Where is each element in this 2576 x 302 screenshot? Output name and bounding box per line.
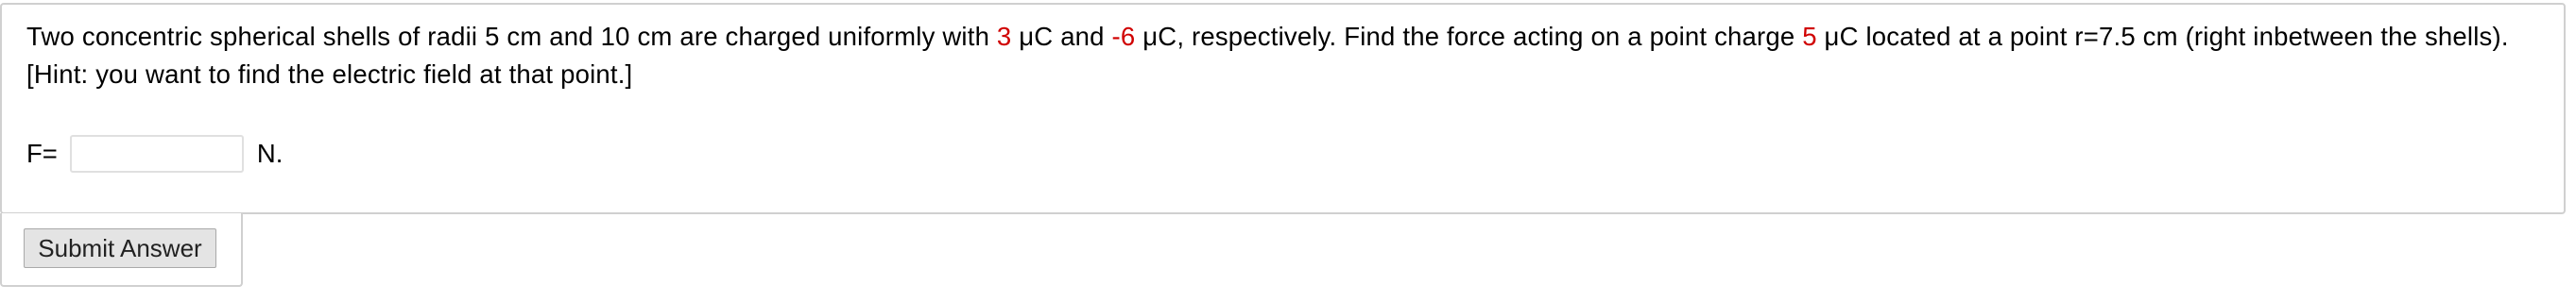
problem-text [26,18,2521,93]
charge-value-point: 5 [1802,22,1817,51]
answer-label: F= [26,139,58,168]
answer-input[interactable] [70,135,244,173]
problem-text-part-3: μC, respectively. Find the force acting on a point charge [1135,22,1803,51]
submit-answer-button[interactable]: Submit Answer [24,228,216,268]
charge-value-inner-shell: 3 [996,22,1012,51]
answer-unit: N. [256,139,283,168]
answer-row [26,133,283,175]
problem-box [0,3,2566,214]
problem-text-part-2: μC and [1011,22,1112,51]
problem-text-part-4: μC located at a point r=7.5 cm (right inbetween the shells). [Hint: you want to find the electric field at that point.] [26,22,2509,89]
charge-value-outer-shell: -6 [1111,22,1136,51]
problem-text-part-1: Two concentric spherical shells of radii 5 cm and 10 cm are charged uniformly with [26,22,997,51]
submit-area [0,213,243,287]
